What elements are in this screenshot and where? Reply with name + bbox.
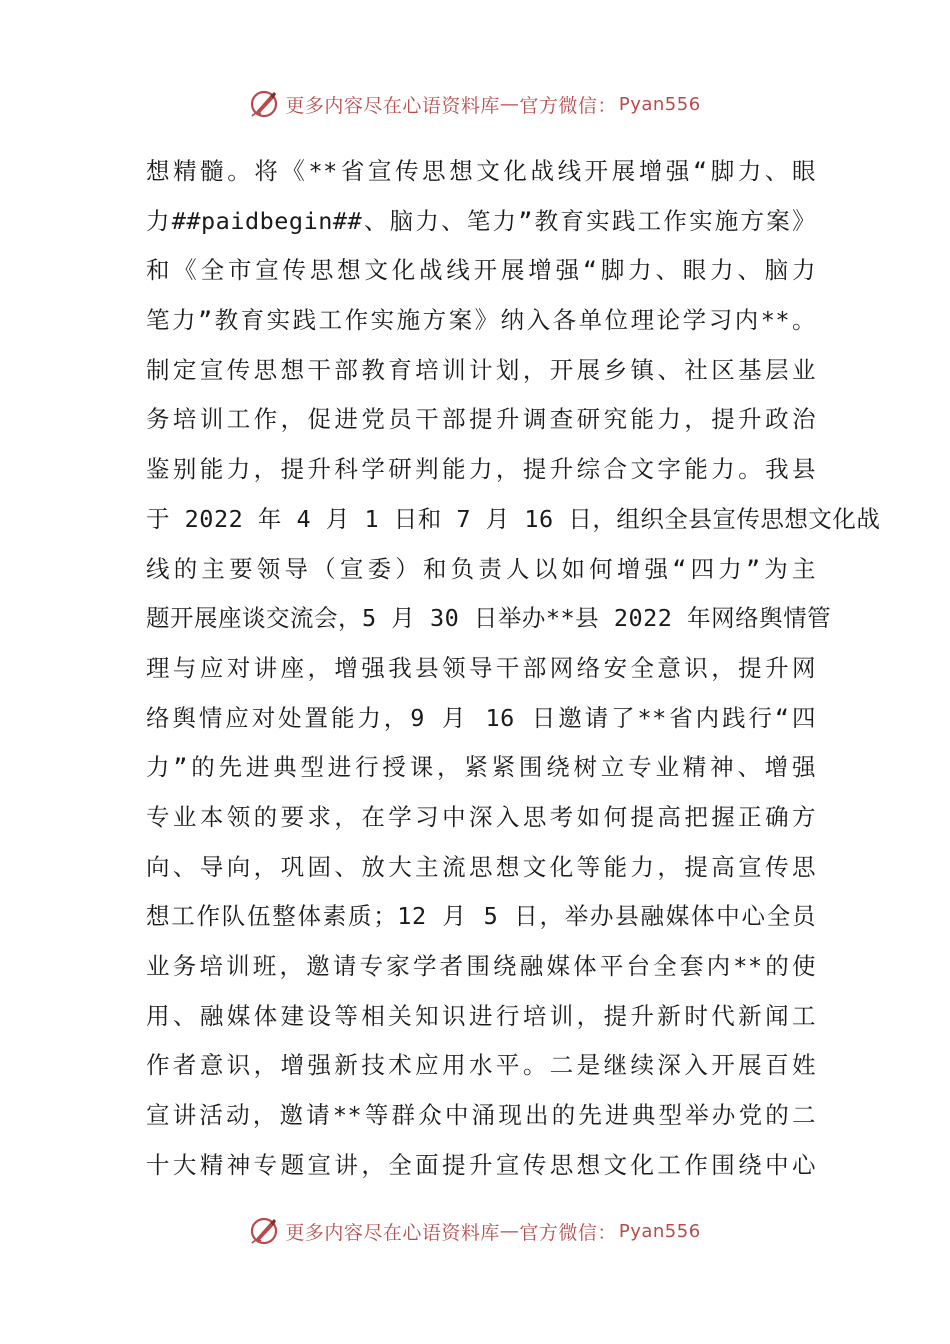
body-line: 线的主要领导（宣委）和负责人以如何增强“四力”为主 — [146, 554, 816, 583]
body-line: 用、融媒体建设等相关知识进行培训，提升新时代新闻工 — [146, 1001, 816, 1030]
document-body — [146, 147, 881, 1190]
body-line: 专业本领的要求，在学习中深入思考如何提高把握正确方 — [146, 802, 816, 831]
footer-banner-text: 更多内容尽在心语资料库 — [285, 1221, 500, 1244]
body-line: 络舆情应对处置能力，9 月 16 日邀请了**省内践行“四 — [146, 703, 816, 732]
body-line: 力”的先进典型进行授课，紧紧围绕树立专业精神、增强 — [146, 753, 816, 782]
body-line: 力##paidbegin##、脑力、笔力”教育实践工作实施方案》 — [146, 206, 816, 235]
body-line: 宣讲活动，邀请**等群众中涌现出的先进典型举办党的二 — [146, 1101, 816, 1130]
footer-banner-separator: — — [499, 1220, 520, 1242]
body-line: 题开展座谈交流会，5 月 30 日举办**县 2022 年网络舆情管 — [146, 604, 832, 633]
pen-logo-icon — [249, 89, 279, 119]
header-banner-separator: — — [499, 93, 520, 115]
footer-banner-wechat-label: 官方微信： — [519, 1221, 617, 1244]
body-line: 笔力”教育实践工作实施方案》纳入各单位理论学习内**。 — [146, 306, 816, 335]
header-banner-wechat-label: 官方微信： — [519, 94, 617, 117]
footer-banner — [0, 1209, 950, 1253]
body-line: 和《全市宣传思想文化战线开展增强“脚力、眼力、脑力 — [146, 256, 816, 285]
body-line: 鉴别能力，提升科学研判能力，提升综合文字能力。我县 — [146, 455, 816, 484]
body-line: 想工作队伍整体素质；12 月 5 日，举办县融媒体中心全员 — [146, 902, 816, 931]
body-line: 理与应对讲座，增强我县领导干部网络安全意识，提升网 — [146, 653, 816, 682]
body-line: 于 2022 年 4 月 1 日和 7 月 16 日，组织全县宣传思想文化战 — [146, 504, 881, 533]
body-line: 务培训工作，促进党员干部提升调查研究能力，提升政治 — [146, 405, 816, 434]
body-line: 业务培训班，邀请专家学者围绕融媒体平台全套内**的使 — [146, 952, 816, 980]
footer-banner-wechat-id: Pyan556 — [618, 1220, 701, 1242]
pen-logo-icon — [249, 1216, 279, 1246]
body-line: 向、导向，巩固、放大主流思想文化等能力，提高宣传思 — [146, 852, 816, 881]
body-line: 作者意识，增强新技术应用水平。二是继续深入开展百姓 — [146, 1051, 816, 1080]
body-line: 制定宣传思想干部教育培训计划，开展乡镇、社区基层业 — [146, 355, 816, 384]
header-banner-text: 更多内容尽在心语资料库 — [285, 94, 500, 117]
body-line: 十大精神专题宣讲，全面提升宣传思想文化工作围绕中心 — [146, 1150, 816, 1179]
header-banner-wechat-id: Pyan556 — [618, 93, 701, 115]
header-banner — [0, 82, 950, 126]
body-line: 想精髓。将《**省宣传思想文化战线开展增强“脚力、眼 — [146, 157, 816, 185]
